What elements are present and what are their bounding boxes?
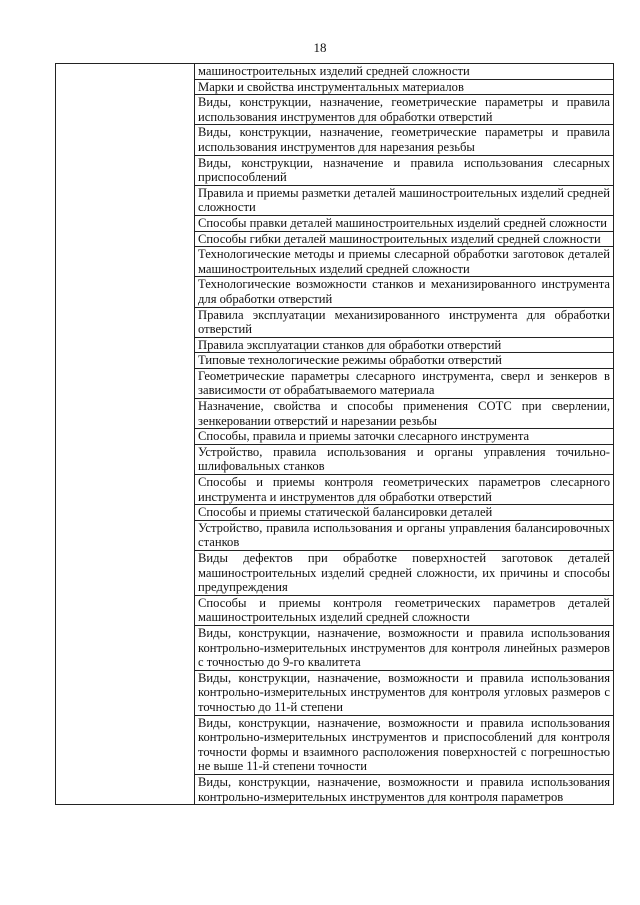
table-cell: Виды, конструкции, назначение и правила использования слесарных приспособлений bbox=[195, 155, 614, 185]
table-cell: Устройство, правила использования и органы управления балансировочных станков bbox=[195, 520, 614, 550]
table-cell: Способы и приемы контроля геометрических параметров деталей машиностроительных изделий средней сложности bbox=[195, 595, 614, 625]
table-row bbox=[56, 64, 614, 80]
table-cell: Геометрические параметры слесарного инструмента, сверл и зенкеров в зависимости от обрабатываемого материала bbox=[195, 368, 614, 398]
table-cell: Виды, конструкции, назначение, геометрические параметры и правила использования инструментов для нарезания резьбы bbox=[195, 125, 614, 155]
table-cell: Виды, конструкции, назначение, возможности и правила использования контрольно-измерительных инструментов и приспособлений для контроля точности формы и взаимного расположения поверхностей с погрешностью не выше 11-й степени точности bbox=[195, 715, 614, 774]
table-cell: Правила эксплуатации механизированного инструмента для обработки отверстий bbox=[195, 307, 614, 337]
knowledge-table bbox=[55, 63, 614, 805]
table-cell: Способы и приемы контроля геометрических параметров слесарного инструмента и инструментов для обработки отверстий bbox=[195, 475, 614, 505]
knowledge-table-body bbox=[56, 64, 614, 805]
table-cell: Виды дефектов при обработке поверхностей заготовок деталей машиностроительных изделий средней сложности, их причины и способы предупреждения bbox=[195, 551, 614, 596]
table-cell: Способы, правила и приемы заточки слесарного инструмента bbox=[195, 429, 614, 445]
table-cell: Способы и приемы статической балансировки деталей bbox=[195, 505, 614, 521]
table-cell: Виды, конструкции, назначение, возможности и правила использования контрольно-измерительных инструментов для контроля угловых размеров с точностью до 11-й степени bbox=[195, 670, 614, 715]
table-cell: машиностроительных изделий средней сложности bbox=[195, 64, 614, 80]
left-column-cell bbox=[56, 64, 195, 805]
table-cell: Назначение, свойства и способы применения СОТС при сверлении, зенкеровании отверстий и нарезании резьбы bbox=[195, 399, 614, 429]
table-cell: Виды, конструкции, назначение, геометрические параметры и правила использования инструментов для обработки отверстий bbox=[195, 95, 614, 125]
table-cell: Марки и свойства инструментальных материалов bbox=[195, 79, 614, 95]
table-cell: Правила и приемы разметки деталей машиностроительных изделий средней сложности bbox=[195, 185, 614, 215]
table-cell: Типовые технологические режимы обработки отверстий bbox=[195, 353, 614, 369]
table-cell: Виды, конструкции, назначение, возможности и правила использования контрольно-измерительных инструментов для контроля параметров bbox=[195, 774, 614, 804]
table-cell: Устройство, правила использования и органы управления точильно-шлифовальных станков bbox=[195, 444, 614, 474]
table-cell: Способы правки деталей машиностроительных изделий средней сложности bbox=[195, 215, 614, 231]
table-cell: Правила эксплуатации станков для обработки отверстий bbox=[195, 337, 614, 353]
table-cell: Технологические методы и приемы слесарной обработки заготовок деталей машиностроительных изделий средней сложности bbox=[195, 247, 614, 277]
table-cell: Технологические возможности станков и механизированного инструмента для обработки отверстий bbox=[195, 277, 614, 307]
table-cell: Виды, конструкции, назначение, возможности и правила использования контрольно-измерительных инструментов для контроля линейных размеров с точностью до 9-го квалитета bbox=[195, 625, 614, 670]
page-number: 18 bbox=[313, 40, 327, 55]
table-cell: Способы гибки деталей машиностроительных изделий средней сложности bbox=[195, 231, 614, 247]
